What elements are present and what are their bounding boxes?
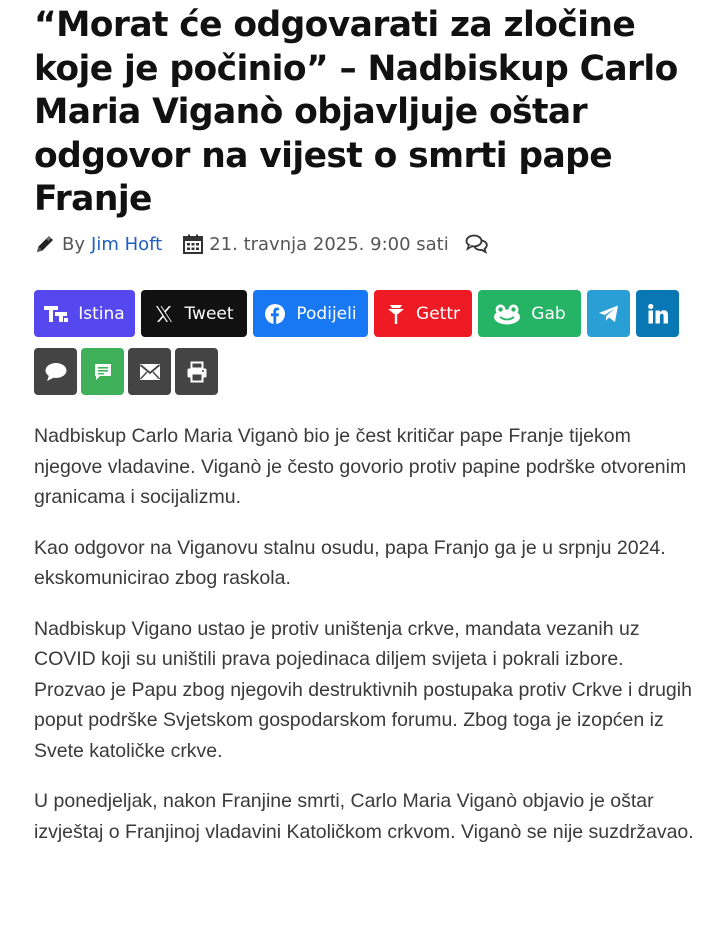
gab-share-label: Gab: [531, 303, 566, 324]
share-bar-secondary: [34, 348, 224, 395]
calendar-icon: [182, 233, 204, 255]
truth-social-icon: [44, 304, 68, 324]
byline: [34, 229, 489, 259]
linkedin-share-button[interactable]: [636, 290, 679, 337]
by-label: By: [62, 233, 86, 255]
speech-bubble-icon: [44, 361, 68, 383]
article-body: [34, 421, 694, 867]
article-header: [34, 0, 684, 222]
telegram-icon: [598, 304, 620, 324]
facebook-share-button[interactable]: [253, 290, 368, 337]
article-paragraph-3: Nadbiskup Vigano ustao je protiv uništenja crkve, mandata vezanih uz COVID koji su uništili prava pojedinaca diljem svijeta i pokrali izbore. Prozvao je Papu zbog njegovih destruktivnih postupaka protiv Crkve i drugih poput podrške Svjetskom gospodarskom forumu. Zbog toga je izopćen iz Svete katoličke crkve.: [34, 617, 692, 762]
gettr-share-button[interactable]: [374, 290, 472, 337]
printer-icon: [186, 361, 208, 383]
facebook-share-label: Podijeli: [296, 303, 357, 324]
publish-date: 21. travnja 2025. 9:00 sati: [209, 233, 449, 255]
telegram-share-button[interactable]: [587, 290, 630, 337]
envelope-icon: [139, 363, 161, 381]
gab-frog-icon: [493, 303, 521, 325]
article-paragraph-4: U ponedjeljak, nakon Franjine smrti, Carlo Maria Viganò objavio je oštar izvještaj o Franjinoj vladavini Katoličkom crkvom. Viganò se nije suzdržavao.: [34, 790, 694, 843]
pencil-icon: [34, 233, 56, 255]
share-bar: [34, 290, 685, 337]
print-button[interactable]: [175, 348, 218, 395]
sms-icon: [93, 362, 113, 382]
sms-share-button[interactable]: [81, 348, 124, 395]
comments-icon[interactable]: [465, 233, 489, 255]
author-link[interactable]: Jim Hoft: [91, 233, 163, 255]
gettr-icon: [386, 302, 406, 326]
gab-share-button[interactable]: [478, 290, 581, 337]
facebook-icon: [264, 303, 286, 325]
gettr-share-label: Gettr: [416, 303, 460, 324]
tweet-label: Tweet: [184, 303, 234, 324]
truth-share-label: Istina: [78, 303, 125, 324]
article-paragraph-1: Nadbiskup Carlo Maria Viganò bio je čest kritičar pape Franje tijekom njegove vladavine. Viganò je često govorio protiv papine podrške otvorenim granicama i socijalizmu.: [34, 425, 687, 508]
truth-share-button[interactable]: [34, 290, 135, 337]
headline: “Morat će odgovarati za zločine koje je počinio” – Nadbiskup Carlo Maria Viganò objavljuje oštar odgovor na vijest o smrti pape Franje: [34, 5, 678, 219]
comment-share-button[interactable]: [34, 348, 77, 395]
article-paragraph-2: Kao odgovor na Viganovu stalnu osudu, papa Franjo ga je u srpnju 2024. ekskomunicirao zbog raskola.: [34, 536, 666, 589]
email-share-button[interactable]: [128, 348, 171, 395]
linkedin-icon: [647, 303, 669, 325]
tweet-button[interactable]: [141, 290, 247, 337]
x-logo-icon: [154, 304, 174, 324]
